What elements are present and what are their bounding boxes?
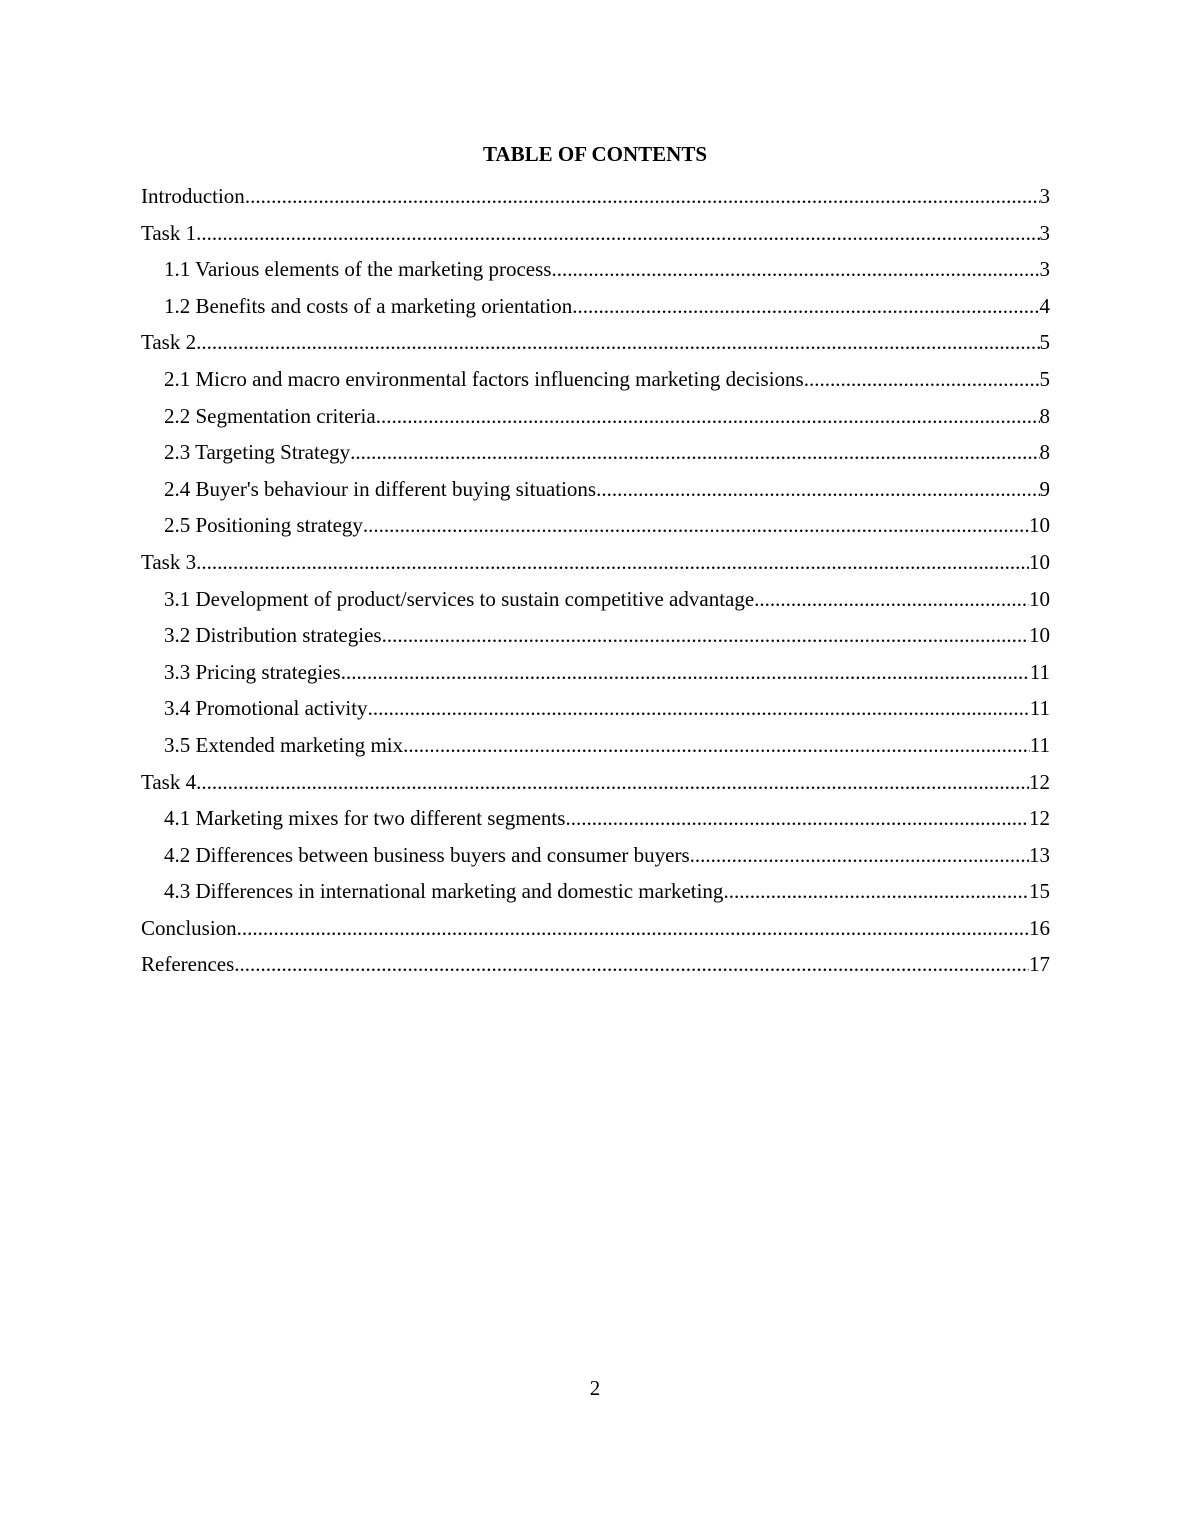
toc-entry-page-number: 10 xyxy=(1029,513,1050,538)
page-number: 2 xyxy=(589,1376,601,1400)
toc-entry-page-number: 9 xyxy=(1039,476,1050,501)
page-title: TABLE OF CONTENTS xyxy=(482,142,708,166)
toc-entry-title: 4.1 Marketing mixes for two different segments xyxy=(164,806,566,831)
toc-entry-page-number: 17 xyxy=(1029,952,1050,977)
toc-dot-leader xyxy=(596,471,1039,508)
toc-dot-leader xyxy=(245,178,1040,215)
toc-entry-title: 4.2 Differences between business buyers and consumer buyers xyxy=(164,842,690,867)
toc-entry[interactable] xyxy=(141,764,1050,801)
toc-dot-leader xyxy=(572,288,1039,325)
toc-entry-page-number: 10 xyxy=(1029,549,1050,574)
toc-dot-leader xyxy=(196,764,1029,801)
toc-entry[interactable] xyxy=(141,946,1050,983)
toc-entry-page-number: 3 xyxy=(1039,184,1050,208)
toc-entry-title: Introduction xyxy=(141,184,245,208)
toc-entry[interactable] xyxy=(141,361,1050,398)
toc-entry-title: 1.1 Various elements of the marketing process xyxy=(164,257,552,282)
toc-dot-leader xyxy=(382,617,1029,654)
toc-entry-page-number: 11 xyxy=(1029,696,1050,721)
toc-entry-page-number: 5 xyxy=(1039,330,1050,355)
toc-dot-leader xyxy=(754,581,1029,618)
toc-entry[interactable] xyxy=(141,471,1050,508)
toc-entry-page-number: 10 xyxy=(1029,623,1050,648)
toc-dot-leader xyxy=(804,361,1040,398)
toc-entry[interactable] xyxy=(141,324,1050,361)
toc-entry-page-number: 11 xyxy=(1029,659,1050,684)
toc-entry-title: 3.5 Extended marketing mix xyxy=(164,732,404,757)
toc-dot-leader xyxy=(196,324,1039,361)
toc-entry[interactable] xyxy=(141,288,1050,325)
toc-entry-title: 2.3 Targeting Strategy xyxy=(164,440,351,465)
toc-entry-page-number: 8 xyxy=(1039,440,1050,465)
toc-entry-title: 3.1 Development of product/services to sustain competitive advantage xyxy=(164,586,755,611)
toc-entry[interactable] xyxy=(141,727,1050,764)
toc-entry-page-number: 5 xyxy=(1039,366,1050,391)
toc-entry[interactable] xyxy=(141,581,1050,618)
toc-dot-leader xyxy=(565,800,1029,837)
toc-dot-leader xyxy=(237,910,1029,947)
toc-dot-leader xyxy=(196,215,1039,252)
toc-dot-leader xyxy=(376,398,1040,435)
toc-entry-page-number: 3 xyxy=(1039,257,1050,282)
toc-entry-page-number: 12 xyxy=(1029,769,1050,794)
toc-entry-title: Task 1 xyxy=(141,220,197,245)
toc-entry-title: 2.2 Segmentation criteria xyxy=(164,403,376,428)
toc-dot-leader xyxy=(341,654,1030,691)
toc-dot-leader xyxy=(551,251,1039,288)
toc-entry[interactable] xyxy=(141,398,1050,435)
toc-entry-page-number: 4 xyxy=(1039,293,1050,318)
toc-entry-page-number: 13 xyxy=(1029,842,1050,867)
toc-entry-page-number: 10 xyxy=(1029,586,1050,611)
toc-entry-title: References xyxy=(141,952,235,977)
toc-entry-page-number: 3 xyxy=(1039,220,1050,245)
toc-entry[interactable] xyxy=(141,215,1050,252)
toc-dot-leader xyxy=(350,434,1039,471)
toc-entry-title: Task 2 xyxy=(141,330,197,355)
toc-entry-page-number: 15 xyxy=(1029,879,1050,904)
toc-entry-title: 3.2 Distribution strategies xyxy=(164,623,382,648)
toc-entry[interactable] xyxy=(141,507,1050,544)
toc-dot-leader xyxy=(234,946,1029,983)
toc-entry-title: 4.3 Differences in international marketing and domestic marketing xyxy=(164,879,724,904)
toc-dot-leader xyxy=(368,690,1030,727)
toc-entry-title: 2.5 Positioning strategy xyxy=(164,513,363,538)
toc-entry[interactable] xyxy=(141,178,1050,215)
toc-entry[interactable] xyxy=(141,617,1050,654)
toc-entry-page-number: 12 xyxy=(1029,806,1050,831)
toc-entry-page-number: 16 xyxy=(1029,915,1050,940)
toc-entry[interactable] xyxy=(141,544,1050,581)
toc-entry-title: 3.3 Pricing strategies xyxy=(164,659,341,684)
toc-entry[interactable] xyxy=(141,654,1050,691)
toc-entry-title: 2.1 Micro and macro environmental factors influencing marketing decisions xyxy=(164,366,804,391)
toc-entry-title: 1.2 Benefits and costs of a marketing orientation xyxy=(164,293,573,318)
toc-dot-leader xyxy=(403,727,1030,764)
table-of-contents xyxy=(141,178,1050,983)
toc-entry-title: Task 3 xyxy=(141,549,197,574)
toc-entry-title: Task 4 xyxy=(141,769,197,794)
toc-entry[interactable] xyxy=(141,873,1050,910)
toc-dot-leader xyxy=(723,873,1029,910)
toc-dot-leader xyxy=(363,507,1029,544)
toc-entry-title: Conclusion xyxy=(141,915,237,940)
toc-entry[interactable] xyxy=(141,800,1050,837)
toc-dot-leader xyxy=(690,837,1029,874)
toc-entry[interactable] xyxy=(141,690,1050,727)
toc-entry[interactable] xyxy=(141,251,1050,288)
toc-entry-page-number: 11 xyxy=(1029,732,1050,757)
toc-entry-title: 3.4 Promotional activity xyxy=(164,696,368,721)
toc-entry-title: 2.4 Buyer's behaviour in different buying situations xyxy=(164,476,597,501)
toc-entry[interactable] xyxy=(141,910,1050,947)
toc-dot-leader xyxy=(196,544,1029,581)
toc-entry[interactable] xyxy=(141,434,1050,471)
toc-entry-page-number: 8 xyxy=(1039,403,1050,428)
toc-entry[interactable] xyxy=(141,837,1050,874)
